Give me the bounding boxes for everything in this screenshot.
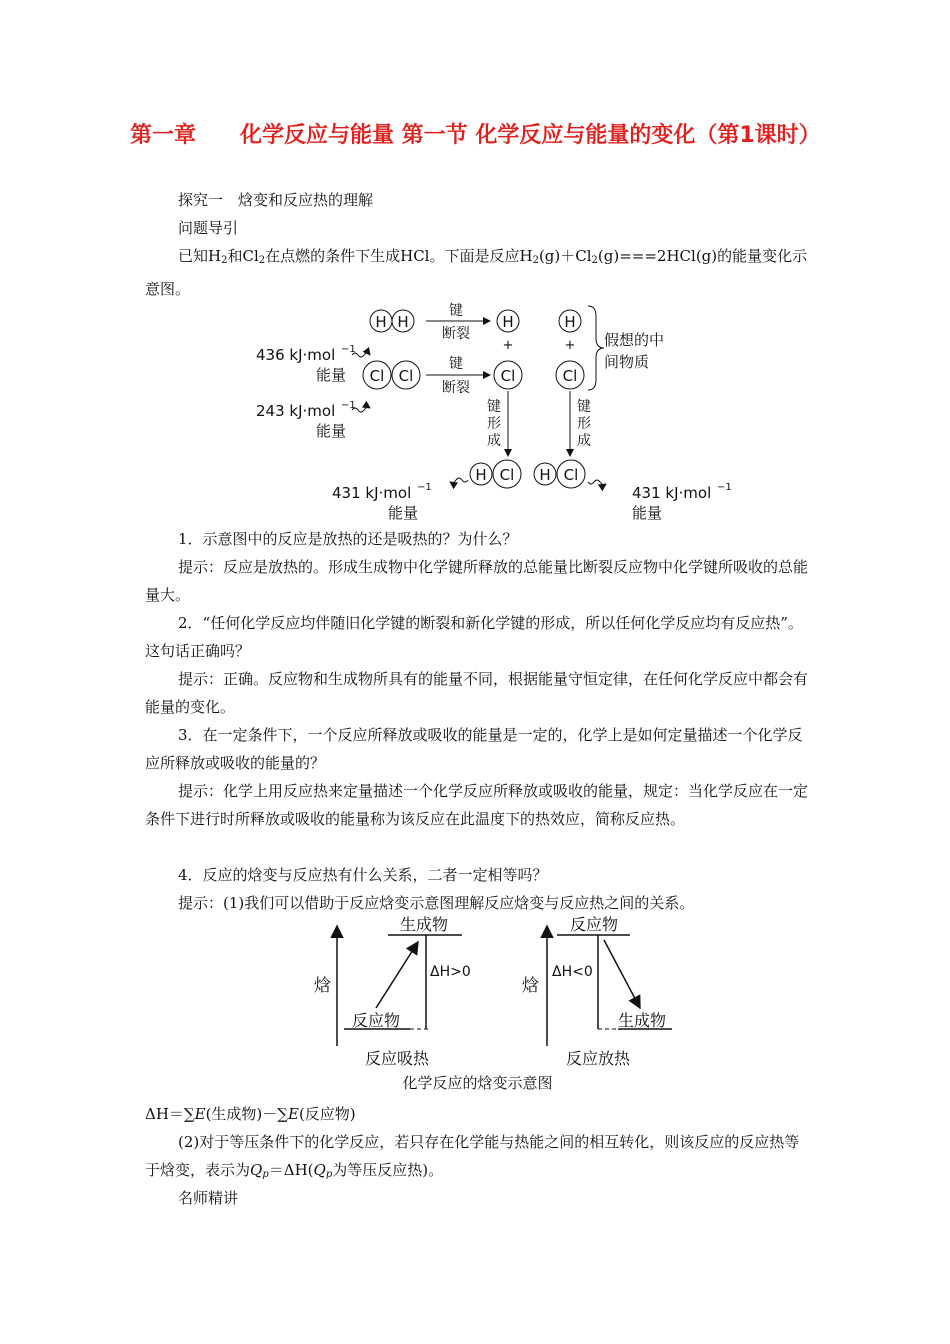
bond-form-label: 形 [577, 416, 591, 432]
q-symbol: Q [250, 1161, 263, 1179]
delta-h-negative: ΔH<0 [552, 964, 593, 980]
bond-break-label: 断裂 [442, 380, 470, 396]
bond-form-label: 成 [577, 433, 591, 449]
delta-h-positive: ΔH>0 [430, 964, 471, 980]
answer-4: 提示：(1)我们可以借助于反应焓变示意图理解反应焓变与反应热之间的关系。 [178, 894, 695, 912]
h-atom: H [502, 313, 514, 331]
intro-text: (g)===2HCl(g)的能量变化示意图。 [145, 247, 808, 298]
subscript: 2 [221, 255, 228, 266]
energy-word: 能量 [388, 504, 419, 522]
bond-form-label: 键 [577, 399, 591, 415]
enthalpy-diagram [300, 916, 680, 1076]
question-3: 3．在一定条件下，一个反应所释放或吸收的能量是一定的，化学上是如何定量描述一个化学反应所释放或吸收的能量的？ [145, 726, 803, 772]
formula-text: (反应物) [298, 1105, 356, 1123]
superscript: −1 [341, 400, 356, 411]
product-label: 生成物 [399, 916, 449, 934]
wavy-arrow [588, 480, 606, 485]
endothermic-label: 反应吸热 [364, 1049, 430, 1068]
subscript: 2 [591, 255, 598, 266]
h-atom: H [564, 313, 576, 331]
h-atom: H [539, 466, 551, 484]
formula-e: E [194, 1105, 206, 1123]
subscript: 2 [258, 255, 266, 266]
answer-1: 提示：反应是放热的。形成生成物中化学键所释放的总能量比断裂反应物中化学键所吸收的总能量大。 [145, 558, 809, 604]
intro-text: 在点燃的条件下生成HCl。下面是反应H [265, 247, 533, 265]
bond-form-label: 成 [487, 433, 501, 449]
h-atom: H [475, 466, 487, 484]
h2-molecule [370, 310, 414, 332]
energy-word: 能量 [316, 422, 347, 440]
svg-text:Cl: Cl [369, 367, 385, 385]
figure-caption: 化学反应的焓变示意图 [402, 1074, 553, 1092]
cl2-molecule [363, 361, 420, 389]
energy-label-431: 431 kJ·mol [332, 484, 412, 502]
question-4: 4．反应的焓变与反应热有什么关系，二者一定相等吗？ [178, 866, 548, 884]
enthalpy-axis-label: 焓 [522, 976, 539, 996]
answer-2: 提示：正确。反应物和生成物所具有的能量不同，根据能量守恒定律，在任何化学反应中都会有能量的变化。 [145, 670, 809, 716]
question-1: 1．示意图中的反应是放热的还是吸热的？为什么？ [178, 530, 518, 548]
cl-atom: Cl [499, 466, 515, 484]
superscript: −1 [717, 482, 732, 493]
superscript: −1 [341, 344, 356, 355]
cl-atom: Cl [500, 367, 516, 385]
p-subscript: p [262, 1169, 269, 1180]
bond-break-label: 键 [449, 303, 463, 319]
reactant-label: 反应物 [351, 1011, 401, 1030]
svg-text:H: H [397, 313, 409, 331]
hypothetical-label: 假想的中 [604, 331, 665, 349]
bond-break-label: 键 [449, 356, 463, 372]
bond-form-label: 键 [487, 399, 501, 415]
bond-energy-diagram [240, 300, 740, 528]
energy-word: 能量 [316, 366, 347, 384]
q-symbol: Q [313, 1161, 326, 1179]
bond-break-label: 断裂 [442, 326, 470, 342]
teacher-notes-heading: 名师精讲 [178, 1189, 239, 1207]
energy-word: 能量 [632, 504, 663, 522]
point-2-text: 为等压反应热)。 [332, 1161, 444, 1179]
formula-text: (生成物)－∑ [205, 1105, 288, 1123]
subscript: 2 [532, 255, 539, 266]
formula-text: ΔH＝∑ [145, 1105, 195, 1123]
question-2: 2．“任何化学反应均伴随旧化学键的断裂和新化学键的形成，所以任何化学反应均有反应热”。这句话正确吗？ [145, 614, 803, 660]
enthalpy-axis-label: 焓 [314, 976, 331, 996]
point-2 [145, 1128, 810, 1189]
svg-text:Cl: Cl [398, 367, 414, 385]
section-heading-text: 探究一 焓变和反应热的理解 [178, 191, 374, 209]
energy-label-431: 431 kJ·mol [632, 484, 712, 502]
intro-paragraph [145, 242, 810, 303]
page-title: 第一章 化学反应与能量 第一节 化学反应与能量的变化（第1课时） [130, 123, 821, 148]
p-subscript: p [325, 1169, 333, 1180]
section-heading [145, 186, 810, 214]
enthalpy-formula [145, 1100, 810, 1128]
reactant-label: 反应物 [569, 916, 619, 934]
intro-text: 和Cl [227, 247, 259, 265]
answer-3: 提示：化学上用反应热来定量描述一个化学反应所释放或吸收的能量，规定：当化学反应在一定条件下进行时所释放或吸收的能量称为该反应在此温度下的热效应，简称反应热。 [145, 782, 809, 828]
cl-atom: Cl [562, 367, 578, 385]
energy-label-243: 243 kJ·mol [256, 402, 336, 420]
intro-text: (g)＋Cl [538, 247, 592, 265]
wavy-arrow [450, 478, 468, 483]
bond-form-label: 形 [487, 416, 501, 432]
subsection-label: 问题导引 [178, 219, 239, 237]
formula-e: E [288, 1105, 299, 1123]
intro-text: 已知H [178, 247, 222, 265]
product-label: 生成物 [617, 1011, 667, 1030]
superscript: −1 [417, 482, 432, 493]
hypothetical-label: 间物质 [604, 353, 650, 371]
cl-atom: Cl [563, 466, 579, 484]
point-2-text: ＝ΔH( [268, 1161, 314, 1179]
plus-sign: + [564, 338, 576, 353]
point-2-text: (2)对于等压条件下的化学反应，若只存在化学能与热能之间的相互转化，则该反应的反应热等于焓变，表示为 [145, 1133, 800, 1179]
energy-label-436: 436 kJ·mol [256, 346, 336, 364]
svg-text:H: H [375, 313, 387, 331]
exothermic-label: 反应放热 [565, 1049, 631, 1068]
brace [588, 306, 604, 390]
plus-sign: + [502, 338, 514, 353]
